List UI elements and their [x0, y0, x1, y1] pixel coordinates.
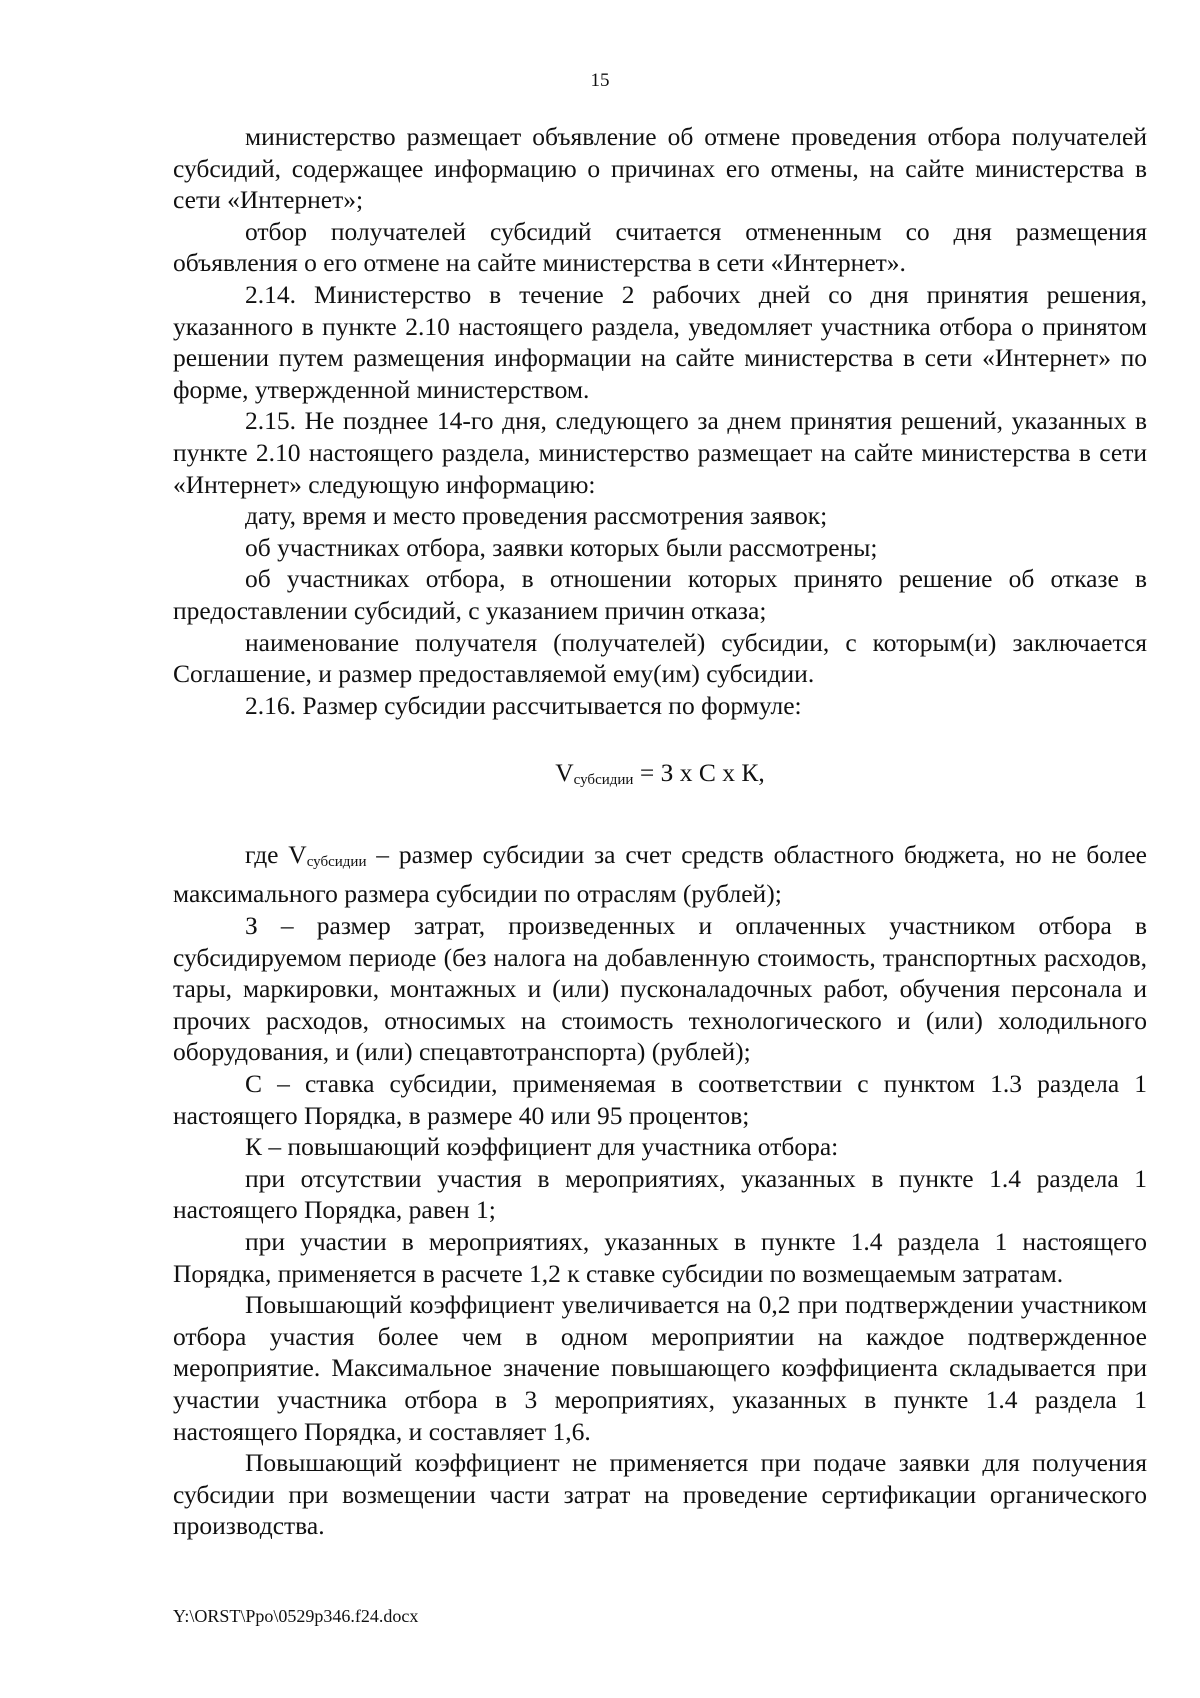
list-item-recipient-name: наименование получателя (получателей) субсидии, с которым(и) заключается Соглашение, и размер предоставляемой ему(им) субсидии.	[173, 627, 1147, 689]
footer-file-path: Y:\ORST\Ppo\0529p346.f24.docx	[173, 1606, 419, 1626]
paragraph-coefficient-not-applied: Повышающий коэффициент не применяется при подаче заявки для получения субсидии при возмещении части затрат на проведение сертификации органического производства.	[173, 1448, 1147, 1541]
paragraph-selection-cancelled: отбор получателей субсидий считается отмененным со дня размещения объявления о его отмене на сайте министерства в сети «Интернет».	[173, 216, 1147, 278]
subsidy-formula	[173, 757, 1147, 797]
paragraph-2-16: 2.16. Размер субсидии рассчитывается по формуле:	[245, 690, 802, 720]
paragraph-where-v	[173, 839, 1147, 910]
paragraph-cancel-announcement: министерство размещает объявление об отмене проведения отбора получателей субсидий, содержащее информацию о причинах его отмены, на сайте министерства в сети «Интернет»;	[173, 122, 1147, 215]
where-lead: где V	[245, 839, 307, 869]
list-item-reviewed-participants: об участниках отбора, заявки которых были рассмотрены;	[245, 532, 878, 562]
paragraph-coefficient-increase: Повышающий коэффициент увеличивается на 0,2 при подтверждении участником отбора участия более чем в одном мероприятии на каждое подтвержденное мероприятие. Максимальное значение повышающего коэффициента складывается при участии участника отбора в 3 мероприятиях, указанных в пункте 1.4 раздела 1 настоящего Порядка, и составляет 1,6.	[173, 1290, 1147, 1446]
paragraph-k-with-participation: при участии в мероприятиях, указанных в пункте 1.4 раздела 1 настоящего Порядка, применяется в расчете 1,2 к ставке субсидии по возмещаемым затратам.	[173, 1227, 1147, 1288]
paragraph-k-definition: К – повышающий коэффициент для участника отбора:	[245, 1132, 839, 1162]
document-body	[173, 121, 1147, 1542]
paragraph-c-definition: С – ставка субсидии, применяемая в соответствии с пунктом 1.3 раздела 1 настоящего Порядка, в размере 40 или 95 процентов;	[173, 1069, 1147, 1130]
list-item-date-time-place: дату, время и место проведения рассмотрения заявок;	[245, 501, 828, 531]
formula-subscript: субсидии	[573, 772, 634, 789]
list-item-rejected-participants: об участниках отбора, в отношении которых принято решение об отказе в предоставлении субсидий, с указанием причин отказа;	[173, 564, 1147, 625]
where-subscript: субсидии	[306, 853, 367, 870]
formula-symbol: V	[555, 758, 574, 788]
paragraph-k-without-participation: при отсутствии участия в мероприятиях, указанных в пункте 1.4 раздела 1 настоящего Порядка, равен 1;	[173, 1163, 1147, 1225]
paragraph-z-definition: З – размер затрат, произведенных и оплаченных участником отбора в субсидируемом периоде (без налога на добавленную стоимость, транспортных расходов, тары, маркировки, монтажных и (или) пусконаладочных работ, обучения персонала и прочих расходов, относимых на стоимость технологического и (или) холодильного оборудования, и (или) спецавтотранспорта) (рублей);	[173, 911, 1147, 1067]
paragraph-2-14: 2.14. Министерство в течение 2 рабочих дней со дня принятия решения, указанного в пункте 2.10 настоящего раздела, уведомляет участника отбора о принятом решении путем размещения информации на сайте министерства в сети «Интернет» по форме, утвержденной министерством.	[173, 279, 1147, 404]
paragraph-2-15: 2.15. Не позднее 14-го дня, следующего за днем принятия решений, указанных в пункте 2.10 настоящего раздела, министерство размещает на сайте министерства в сети «Интернет» следующую информацию:	[173, 406, 1147, 499]
formula-expression: = З х С х К,	[633, 758, 765, 788]
page-number: 15	[590, 70, 610, 91]
where-definition: – размер субсидии за счет средств областного бюджета, но не более максимального размера субсидии по отраслям (рублей);	[173, 839, 1147, 909]
